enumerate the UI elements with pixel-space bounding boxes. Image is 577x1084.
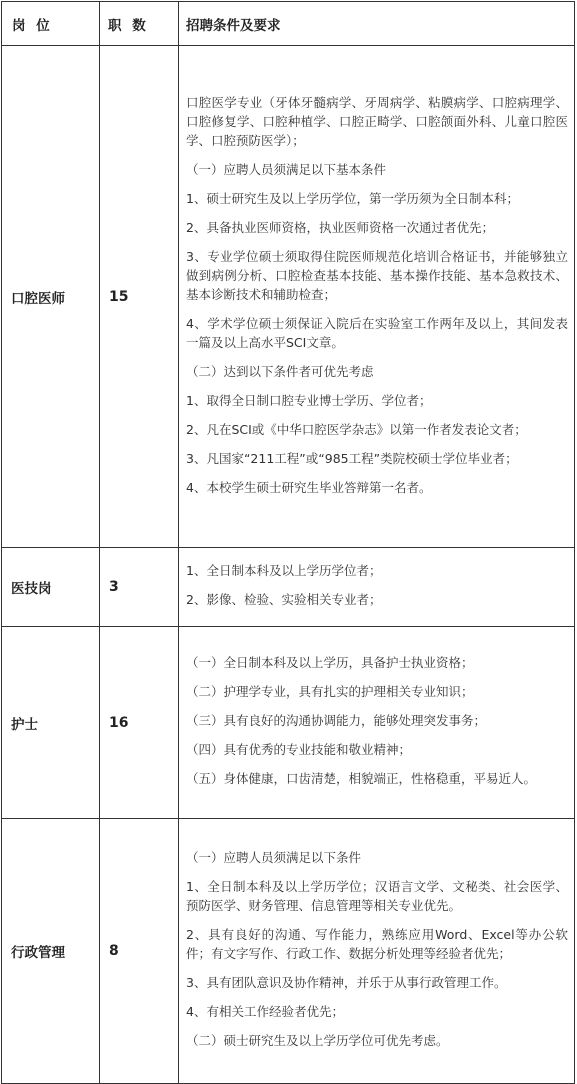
requirements-cell — [179, 819, 575, 1084]
requirement-item: （一）应聘人员须满足以下条件 — [186, 850, 362, 865]
header-requirements: 招聘条件及要求 — [179, 2, 575, 46]
requirement-item: （四）具有优秀的专业技能和敬业精神； — [186, 742, 412, 757]
requirement-item: （五）身体健康，口齿清楚，相貌端正，性格稳重，平易近人。 — [186, 771, 537, 786]
header-count: 职 数 — [100, 2, 179, 46]
requirement-item: （二）硕士研究生及以上学历学位可优先考虑。 — [186, 1033, 449, 1048]
position-cell: 护士 — [2, 627, 100, 819]
position-cell: 行政管理 — [2, 819, 100, 1084]
position-cell: 口腔医师 — [2, 46, 100, 548]
requirement-item: 2、具有良好的沟通、写作能力，熟练应用Word、Excel等办公软件；有文字写作、行政工作、数据分析处理等经验者优先； — [186, 927, 568, 961]
requirement-item: 3、具有团队意识及协作精神，并乐于从事行政管理工作。 — [186, 975, 507, 990]
requirement-item: 4、有相关工作经验者优先； — [186, 1004, 344, 1019]
requirement-item: 2、影像、检验、实验相关专业者； — [186, 592, 382, 607]
requirement-item: 1、取得全日制口腔专业博士学历、学位者； — [186, 392, 432, 408]
requirement-item: （二）护理学专业，具有扎实的护理相关专业知识； — [186, 684, 474, 699]
count-cell: 3 — [100, 548, 179, 627]
requirement-item: （二）达到以下条件者可优先考虑 — [186, 363, 374, 379]
requirement-item: 口腔医学专业（牙体牙髓病学、牙周病学、粘膜病学、口腔病理学、口腔修复学、口腔种植学、口腔正畸学、口腔颌面外科、儿童口腔医学、口腔预防医学）； — [186, 94, 568, 148]
requirement-item: （一）全日制本科及以上学历，具备护士执业资格； — [186, 655, 474, 670]
requirement-item: 1、全日制本科及以上学历学位；汉语言文学、文秘类、社会医学、预防医学、财务管理、信息管理等相关专业优先。 — [186, 879, 568, 913]
requirement-item: 3、专业学位硕士须取得住院医师规范化培训合格证书，并能够独立做到病例分析、口腔检查基本技能、基本操作技能、基本急救技术、基本诊断技术和辅助检查； — [186, 248, 568, 302]
position-cell: 医技岗 — [2, 548, 100, 627]
table-row — [2, 46, 575, 548]
requirements-cell — [179, 627, 575, 819]
requirements-cell — [179, 548, 575, 627]
requirement-item: （一）应聘人员须满足以下基本条件 — [186, 161, 387, 177]
requirements-cell — [179, 46, 575, 548]
table-row — [2, 819, 575, 1084]
requirement-item: 4、本校学生硕士研究生毕业答辩第一名者。 — [186, 479, 432, 495]
requirement-item: （三）具有良好的沟通协调能力，能够处理突发事务； — [186, 713, 487, 728]
count-cell: 16 — [100, 627, 179, 819]
requirement-item: 2、具备执业医师资格，执业医师资格一次通过者优先； — [186, 219, 494, 235]
table-row — [2, 627, 575, 819]
count-cell: 15 — [100, 46, 179, 548]
header-position: 岗 位 — [2, 2, 100, 46]
requirement-item: 1、全日制本科及以上学历学位者； — [186, 563, 382, 578]
requirement-item: 2、凡在SCI或《中华口腔医学杂志》以第一作者发表论文者； — [186, 421, 527, 437]
count-cell: 8 — [100, 819, 179, 1084]
recruitment-table — [1, 1, 575, 1084]
requirement-item: 4、学术学位硕士须保证入院后在实验室工作两年及以上，其间发表一篇及以上高水平SCI文章。 — [186, 315, 568, 350]
table-row — [2, 548, 575, 627]
header-row — [2, 2, 575, 46]
requirement-item: 3、凡国家“211工程”或“985工程”类院校硕士学位毕业者； — [186, 450, 518, 466]
requirement-item: 1、硕士研究生及以上学历学位，第一学历须为全日制本科； — [186, 190, 519, 206]
